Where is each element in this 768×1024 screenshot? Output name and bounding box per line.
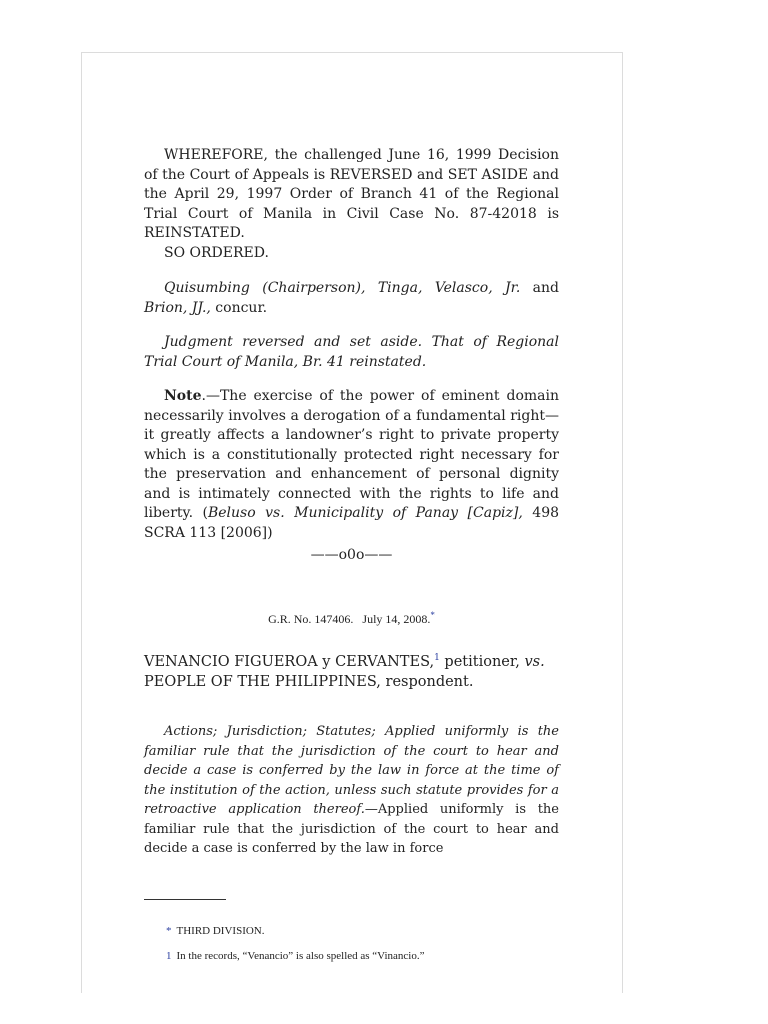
concur-word: concur.	[215, 299, 268, 316]
footnote-star-text: THIRD DIVISION.	[176, 925, 265, 937]
judgment-text: Judgment reversed and set aside. That of Regional Trial Court of Manila, Br. 41 reinstated.	[144, 334, 559, 370]
case-header	[144, 612, 559, 627]
concur-and: and	[532, 280, 559, 296]
judgment-summary	[144, 333, 559, 372]
section-separator: ——o0o——	[310, 547, 393, 563]
respondent-name: PEOPLE OF THE PHILIPPINES,	[144, 674, 381, 690]
so-ordered: SO ORDERED.	[164, 244, 269, 261]
footnote-star-mark: *	[166, 925, 172, 937]
syllabus-headnote: Actions; Jurisdiction; Statutes; Applied uniformly is the familiar rule that the jurisdiction of the court to hear and decide a case is conferred by the law in force at the time of the institution of the action, unless such statute provides for a retroactive application thereof.	[144, 724, 559, 817]
case-parties	[144, 652, 559, 692]
versus: vs.	[524, 654, 545, 670]
footnote-1-mark: 1	[166, 950, 172, 962]
petitioner-role: petitioner,	[439, 654, 520, 670]
footnote-1-text: In the records, “Venancio” is also spelled as “Vinancio.”	[176, 950, 425, 962]
concurring-justices-2: Brion, JJ.,	[144, 299, 211, 316]
footnote-star	[166, 925, 265, 937]
note-section	[144, 387, 559, 566]
syllabus	[144, 722, 559, 859]
footnote-rule	[144, 899, 226, 900]
document-page	[81, 52, 623, 993]
concurrence	[144, 279, 559, 318]
note-citation: Beluso vs. Municipality of Panay [Capiz],	[207, 505, 523, 521]
petitioner-name: VENANCIO FIGUEROA y CERVANTES,	[144, 654, 435, 670]
petitioner-footnote-mark[interactable]: 1	[434, 653, 440, 664]
note-citation-rest: 498 SCRA 113 [2006])	[144, 505, 560, 541]
syllabus-text: —Applied uniformly is the familiar rule that the jurisdiction of the court to hear and decide a case is conferred by the law in force	[144, 802, 559, 856]
respondent-role: respondent.	[380, 674, 474, 690]
division-footnote-mark[interactable]: *	[430, 610, 435, 620]
gr-number: G.R. No. 147406.	[268, 612, 354, 626]
dispositive-section	[144, 146, 559, 263]
decision-date: July 14, 2008.	[362, 612, 431, 626]
note-text: .—The exercise of the power of eminent domain necessarily involves a derogation of a fundamental right—it greatly affects a landowner’s right to private property which is a constitutionally protected right necessary for the preservation and enhancement of personal dignity and is intimately connected with the rights to life and liberty. (	[144, 388, 559, 521]
dispositive-paragraph: WHEREFORE, the challenged June 16, 1999 Decision of the Court of Appeals is REVERSED and SET ASIDE and the April 29, 1997 Order of Branch 41 of the Regional Trial Court of Manila in Civil Case No. 87-42018 is REINSTATED.	[144, 147, 559, 241]
note-heading: Note	[164, 388, 202, 404]
concurring-justices: Quisumbing (Chairperson), Tinga, Velasco, Jr.	[164, 280, 521, 296]
footnote-1	[166, 950, 424, 962]
